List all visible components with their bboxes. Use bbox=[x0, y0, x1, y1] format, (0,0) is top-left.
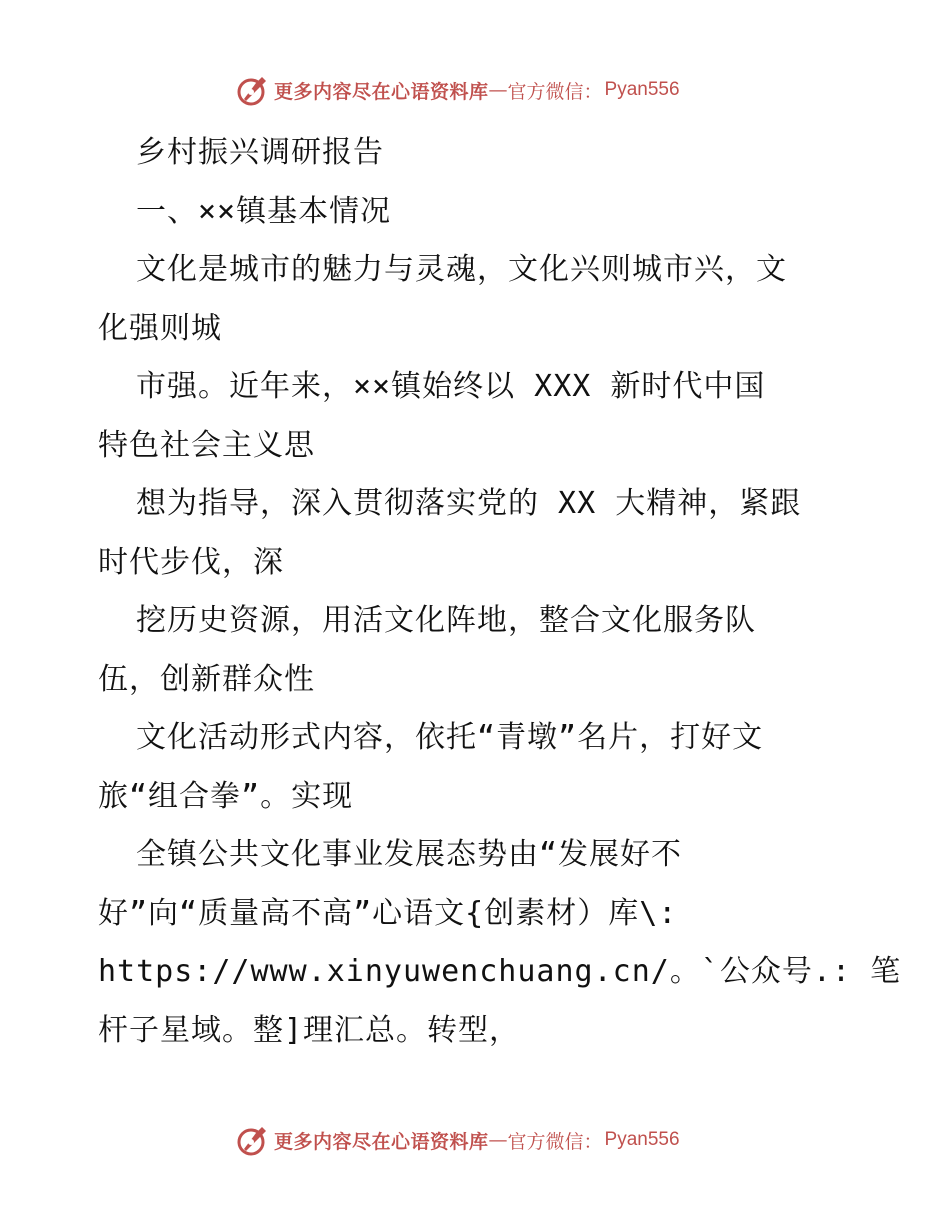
header-watermark-banner bbox=[236, 72, 716, 108]
wechat-id: Pyan556 bbox=[604, 79, 680, 100]
section-heading: 一、××镇基本情况 bbox=[136, 193, 392, 229]
document-title: 乡村振兴调研报告 bbox=[136, 135, 384, 170]
body-text-line: 特色社会主义思 bbox=[98, 427, 315, 463]
body-text-line: 化强则城 bbox=[98, 310, 222, 346]
document-body bbox=[98, 124, 902, 1060]
banner-separator: — bbox=[488, 1129, 508, 1151]
wechat-label: 官方微信： bbox=[507, 80, 603, 103]
body-text-line: 想为指导，深入贯彻落实党的 XX 大精神，紧跟 bbox=[136, 486, 802, 521]
body-text-line: 旅“组合拳”。实现 bbox=[98, 778, 354, 814]
body-text-line: 文化活动形式内容，依托“青墩”名片，打好文 bbox=[136, 720, 764, 755]
body-text-line: 挖历史资源，用活文化阵地，整合文化服务队 bbox=[136, 603, 756, 638]
body-text-line: 全镇公共文化事业发展态势由“发展好不 bbox=[136, 837, 683, 872]
body-text-line: 文化是城市的魅力与灵魂，文化兴则城市兴，文 bbox=[136, 252, 787, 287]
body-text-line: 市强。近年来，××镇始终以 XXX 新时代中国 bbox=[136, 369, 766, 404]
footer-watermark-banner bbox=[236, 1122, 716, 1158]
banner-separator: — bbox=[488, 79, 508, 101]
pen-nib-logo-icon bbox=[236, 73, 270, 107]
body-text-line: 杆子星域。整]理汇总。转型， bbox=[98, 1012, 521, 1048]
brand-text: 更多内容尽在心语资料库 bbox=[274, 80, 489, 103]
body-text-line: https://www.xinyuwenchuang.cn/。`公众号.: 笔 bbox=[98, 954, 902, 989]
body-text-line: 时代步伐，深 bbox=[98, 544, 284, 580]
brand-text: 更多内容尽在心语资料库 bbox=[274, 1130, 489, 1153]
wechat-id: Pyan556 bbox=[604, 1129, 680, 1150]
pen-nib-logo-icon bbox=[236, 1123, 270, 1157]
body-text-line: 伍，创新群众性 bbox=[98, 661, 315, 697]
body-text-line: 好”向“质量高不高”心语文{创素材）库\: bbox=[98, 895, 678, 931]
wechat-label: 官方微信： bbox=[507, 1130, 603, 1153]
